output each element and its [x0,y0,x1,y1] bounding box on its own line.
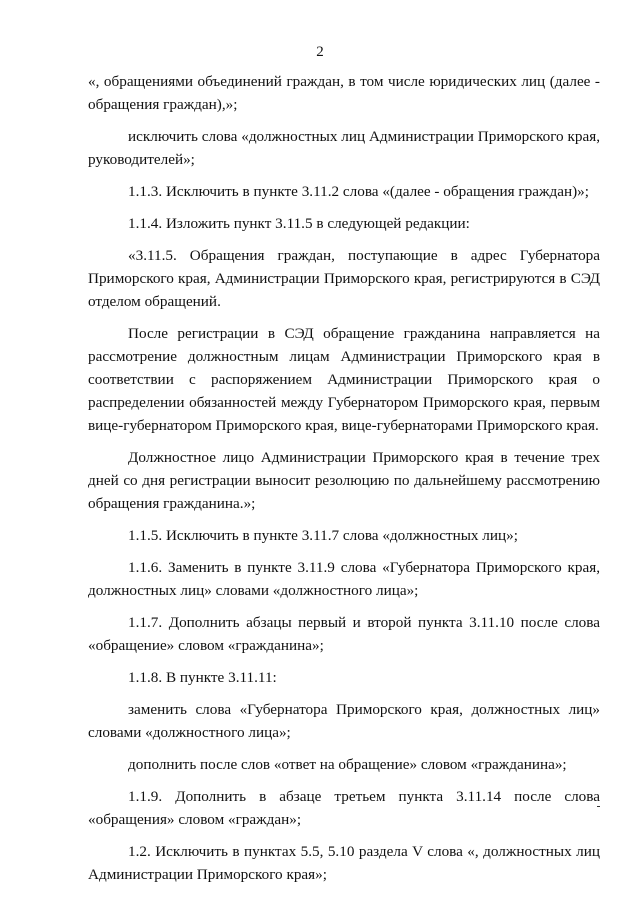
paragraph-add-words: дополнить после слов «ответ на обращение» словом «гражданина»; [128,756,567,773]
scan-artifact [597,806,600,807]
paragraph-1-1-4: 1.1.4. Изложить пункт 3.11.5 в следующей редакции: [128,215,470,232]
paragraph-1-1-9: 1.1.9. Дополнить в абзаце третьем пункта 3.11.14 после слова «обращения» словом «граждан»; [88,788,600,828]
document-body [88,70,600,895]
page-number: 2 [316,44,324,60]
paragraph-1-1-8: 1.1.8. В пункте 3.11.11: [128,669,277,686]
paragraph-registration: После регистрации в СЭД обращение гражданина направляется на рассмотрение должностным лицам Администрации Приморского края в соответствии с распоряжением Администрации Приморского края о распределении обязанностей между Губернатором Приморского края, первым вице-губернатором Приморского края, вице-губернаторами Приморского края. [88,325,600,434]
paragraph-1-1-5: 1.1.5. Исключить в пункте 3.11.7 слова «должностных лиц»; [128,527,518,544]
paragraph-official-resolution: Должностное лицо Администрации Приморского края в течение трех дней со дня регистрации выносит резолюцию по дальнейшему рассмотрению обращения гражданина.»; [88,449,600,512]
paragraph-1-1-3: 1.1.3. Исключить в пункте 3.11.2 слова «(далее - обращения граждан)»; [128,183,589,200]
paragraph-exclude-words: исключить слова «должностных лиц Администрации Приморского края, руководителей»; [88,128,600,168]
paragraph-3-11-5: «3.11.5. Обращения граждан, поступающие в адрес Губернатора Приморского края, Администрации Приморского края, регистрируются в СЭД отделом обращений. [88,247,600,310]
paragraph-replace-words: заменить слова «Губернатора Приморского края, должностных лиц» словами «должностного лица»; [88,701,600,741]
paragraph-1-1-7: 1.1.7. Дополнить абзацы первый и второй пункта 3.11.10 после слова «обращение» словом «гражданина»; [88,614,600,654]
paragraph-1-1-6: 1.1.6. Заменить в пункте 3.11.9 слова «Губернатора Приморского края, должностных лиц» словами «должностного лица»; [88,559,600,599]
paragraph-1-2: 1.2. Исключить в пунктах 5.5, 5.10 раздела V слова «, должностных лиц Администрации Приморского края»; [88,843,600,883]
paragraph-continuation: «, обращениями объединений граждан, в том числе юридических лиц (далее - обращения граждан),»; [88,73,600,113]
